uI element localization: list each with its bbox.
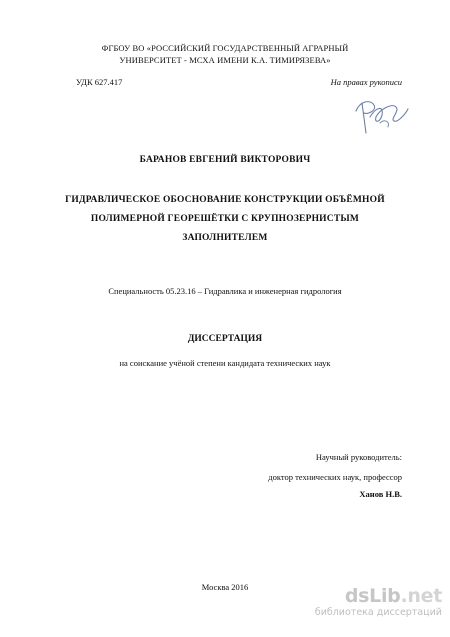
institution-name: [0, 42, 450, 66]
watermark-logo-tld: .net: [400, 585, 442, 607]
udk-code: УДК 627.417: [76, 77, 123, 87]
watermark-logo-main: dsLib: [344, 585, 401, 607]
dissertation-title: [0, 191, 450, 248]
title-line-2: ПОЛИМЕРНОЙ ГЕОРЕШЁТКИ С КРУПНОЗЕРНИСТЫМ: [90, 214, 360, 224]
degree-description: на соискание учёной степени кандидата технических наук: [119, 358, 331, 368]
dslib-watermark: [292, 586, 442, 618]
document-type: ДИССЕРТАЦИЯ: [187, 334, 263, 344]
manuscript-rights: На правах рукописи: [330, 77, 402, 87]
supervisor-label: Научный руководитель:: [315, 452, 402, 462]
watermark-logo: [292, 586, 442, 606]
watermark-subtitle: библиотека диссертаций: [314, 607, 442, 618]
city-year: Москва 2016: [201, 582, 249, 592]
institution-line-2: УНИВЕРСИТЕТ - МСХА ИМЕНИ К.А. ТИМИРЯЗЕВА»: [119, 55, 331, 65]
handwritten-signature: [350, 93, 412, 137]
title-line-3: ЗАПОЛНИТЕЛЕМ: [182, 233, 268, 243]
specialty: Специальность 05.23.16 – Гидравлика и инженерная гидрология: [108, 286, 342, 296]
supervisor-name: Ханов Н.В.: [359, 489, 402, 499]
institution-line-1: ФГБОУ ВО «РОССИЙСКИЙ ГОСУДАРСТВЕННЫЙ АГРАРНЫЙ: [101, 43, 349, 53]
title-line-1: ГИДРАВЛИЧЕСКОЕ ОБОСНОВАНИЕ КОНСТРУКЦИИ ОБЪЁМНОЙ: [65, 195, 385, 205]
supervisor-title: доктор технических наук, профессор: [268, 472, 402, 482]
author-name: БАРАНОВ ЕВГЕНИЙ ВИКТОРОВИЧ: [139, 155, 311, 165]
